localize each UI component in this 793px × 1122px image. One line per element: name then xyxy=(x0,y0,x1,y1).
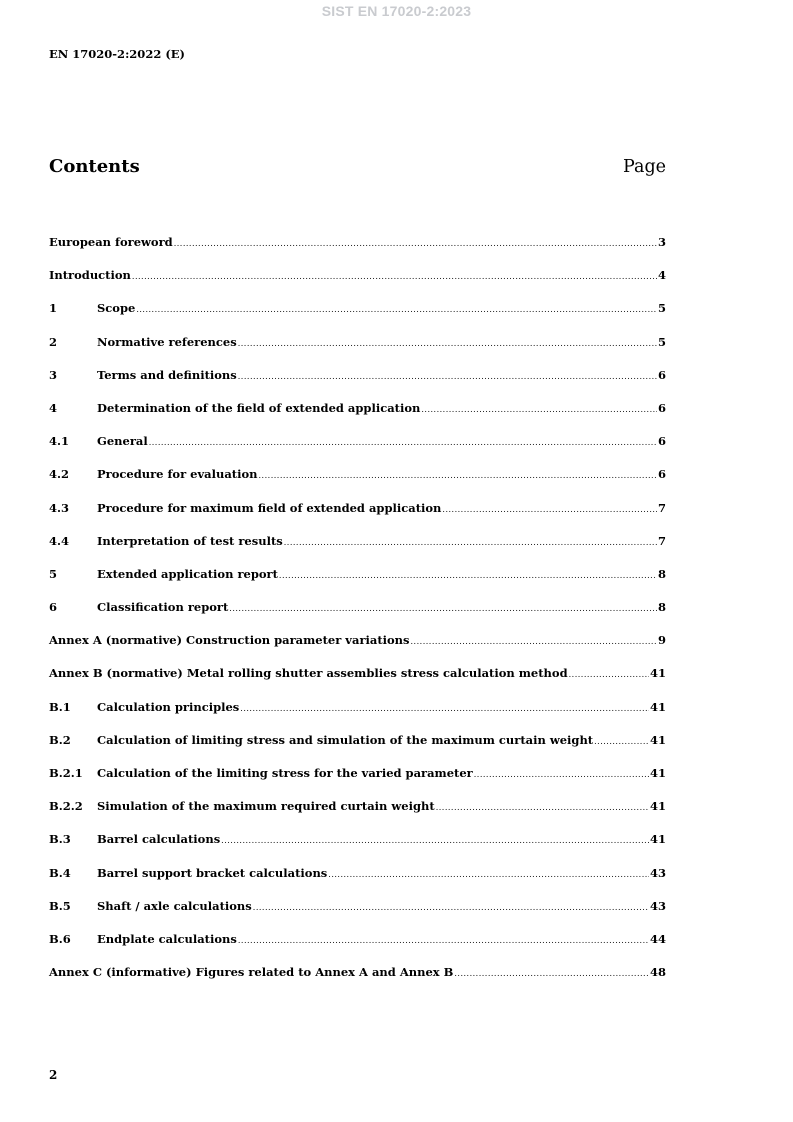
toc-entry-title: Annex C (informative) Figures related to Annex A and Annex B xyxy=(49,965,454,980)
toc-dot-leader xyxy=(436,803,649,812)
toc-dot-leader xyxy=(253,903,649,912)
toc-entry-page: 8 xyxy=(657,600,666,615)
toc-dot-leader xyxy=(238,936,649,945)
toc-entry-title: Endplate calculations xyxy=(97,931,237,946)
toc-dot-leader xyxy=(442,505,657,514)
toc-entry-title: Calculation of limiting stress and simulation of the maximum curtain weight xyxy=(97,732,594,747)
toc-dot-leader xyxy=(474,770,649,779)
toc-entry-number: 4.3 xyxy=(49,500,70,515)
toc-entry-page: 6 xyxy=(657,434,666,449)
toc-entry[interactable] xyxy=(49,932,666,965)
toc-entry[interactable] xyxy=(49,434,666,467)
toc-entry[interactable] xyxy=(49,501,666,534)
toc-dot-leader xyxy=(594,737,649,746)
toc-entry-number: 1 xyxy=(49,301,58,316)
toc-entry-title: Interpretation of test results xyxy=(97,533,283,548)
toc-entry-page: 41 xyxy=(649,699,666,714)
toc-entry[interactable] xyxy=(49,899,666,932)
toc-entry-number: B.6 xyxy=(49,931,71,946)
toc-dot-leader xyxy=(240,704,649,713)
toc-dot-leader xyxy=(238,339,657,348)
toc-entry-number: B.2.2 xyxy=(49,799,83,814)
watermark: SIST EN 17020-2:2023 xyxy=(321,3,472,19)
toc-entry[interactable] xyxy=(49,368,666,401)
page-column-label: Page xyxy=(623,157,666,177)
toc-entry[interactable] xyxy=(49,666,666,699)
toc-entry-page: 41 xyxy=(649,766,666,780)
toc-entry-number: B.1 xyxy=(49,699,71,714)
toc-entry-title: Classification report xyxy=(97,600,229,615)
toc-entry-number: B.5 xyxy=(49,898,71,913)
toc-entry-number: 4.2 xyxy=(49,467,70,482)
toc-entry[interactable] xyxy=(49,700,666,733)
toc-dot-leader xyxy=(221,836,649,845)
toc-entry-title: General xyxy=(97,434,148,449)
toc-entry[interactable] xyxy=(49,268,666,301)
toc-entry-title: Procedure for evaluation xyxy=(97,467,258,482)
toc-dot-leader xyxy=(411,637,657,646)
toc-entry-number: 4 xyxy=(49,400,58,415)
toc-entry[interactable] xyxy=(49,567,666,600)
toc-entry-title: Barrel support bracket calculations xyxy=(97,865,328,880)
toc-entry-title: Terms and definitions xyxy=(97,367,237,382)
toc-dot-leader xyxy=(454,969,649,978)
toc-entry[interactable] xyxy=(49,335,666,368)
toc-entry[interactable] xyxy=(49,401,666,434)
toc-dot-leader xyxy=(284,538,657,547)
toc-entry-title: Calculation of the limiting stress for the varied parameter xyxy=(97,766,473,780)
toc-entry-page: 44 xyxy=(649,931,666,946)
contents-header xyxy=(49,156,666,177)
toc-entry-number: B.4 xyxy=(49,865,71,880)
toc-entry[interactable] xyxy=(49,235,666,268)
toc-dot-leader xyxy=(569,670,649,679)
toc-entry-page: 41 xyxy=(649,666,666,681)
toc-entry-number: B.3 xyxy=(49,832,71,847)
toc-entry-title: Simulation of the maximum required curtain weight xyxy=(97,799,435,814)
toc-entry-number: 4.4 xyxy=(49,533,70,548)
toc-entry[interactable] xyxy=(49,301,666,334)
toc-entry-title: Shaft / axle calculations xyxy=(97,898,252,913)
toc-entry-page: 41 xyxy=(649,732,666,747)
toc-dot-leader xyxy=(174,239,657,248)
toc-entry-title: Barrel calculations xyxy=(97,832,221,847)
toc-entry-page: 6 xyxy=(657,400,666,415)
toc-entry-number: 5 xyxy=(49,566,58,581)
toc-dot-leader xyxy=(132,272,657,281)
toc-entry[interactable] xyxy=(49,766,666,799)
toc-entry-page: 7 xyxy=(657,533,666,548)
toc-entry[interactable] xyxy=(49,965,666,998)
toc-entry-title: Normative references xyxy=(97,334,237,349)
toc-entry-page: 43 xyxy=(649,898,666,913)
document-reference: EN 17020-2:2022 (E) xyxy=(49,47,185,61)
toc-entry-title: Annex B (normative) Metal rolling shutter assemblies stress calculation method xyxy=(49,666,568,681)
toc-entry-page: 9 xyxy=(657,633,666,648)
toc-entry[interactable] xyxy=(49,467,666,500)
toc-entry-title: European foreword xyxy=(49,235,173,249)
toc-entry-page: 7 xyxy=(657,500,666,515)
toc-dot-leader xyxy=(136,305,657,314)
toc-dot-leader xyxy=(238,372,657,381)
toc-entry-page: 41 xyxy=(649,832,666,847)
toc-dot-leader xyxy=(279,571,657,580)
toc-entry[interactable] xyxy=(49,733,666,766)
toc-entry-number: 2 xyxy=(49,334,58,349)
toc-dot-leader xyxy=(421,405,657,414)
toc-entry-page: 4 xyxy=(657,268,666,283)
toc-entry-page: 6 xyxy=(657,367,666,382)
toc-dot-leader xyxy=(328,870,649,879)
toc-entry-number: 3 xyxy=(49,367,58,382)
toc-entry-number: B.2.1 xyxy=(49,766,83,780)
toc-entry[interactable] xyxy=(49,633,666,666)
page-number: 2 xyxy=(49,1068,58,1082)
toc-entry-page: 8 xyxy=(657,566,666,581)
toc-entry-number: B.2 xyxy=(49,732,71,747)
toc-entry-title: Scope xyxy=(97,301,136,316)
toc-entry[interactable] xyxy=(49,832,666,865)
toc-entry-title: Calculation principles xyxy=(97,699,240,714)
toc-entry-page: 41 xyxy=(649,799,666,814)
toc-entry-title: Introduction xyxy=(49,268,131,283)
toc-entry-number: 4.1 xyxy=(49,434,70,449)
toc-entry[interactable] xyxy=(49,799,666,832)
toc-entry-page: 5 xyxy=(657,334,666,349)
toc-entry-page: 3 xyxy=(657,235,666,249)
table-of-contents xyxy=(49,235,666,998)
toc-entry-title: Determination of the field of extended application xyxy=(97,400,421,415)
toc-entry-page: 48 xyxy=(649,965,666,980)
toc-entry-title: Annex A (normative) Construction parameter variations xyxy=(49,633,410,648)
toc-entry[interactable] xyxy=(49,600,666,633)
toc-dot-leader xyxy=(259,471,657,480)
toc-dot-leader xyxy=(229,604,657,613)
toc-entry[interactable] xyxy=(49,534,666,567)
toc-entry-number: 6 xyxy=(49,600,58,615)
toc-entry-page: 43 xyxy=(649,865,666,880)
toc-entry-page: 6 xyxy=(657,467,666,482)
toc-entry[interactable] xyxy=(49,866,666,899)
toc-entry-page: 5 xyxy=(657,301,666,316)
contents-title: Contents xyxy=(49,156,140,177)
toc-entry-title: Procedure for maximum field of extended application xyxy=(97,500,442,515)
toc-dot-leader xyxy=(149,438,657,447)
toc-entry-title: Extended application report xyxy=(97,566,278,581)
